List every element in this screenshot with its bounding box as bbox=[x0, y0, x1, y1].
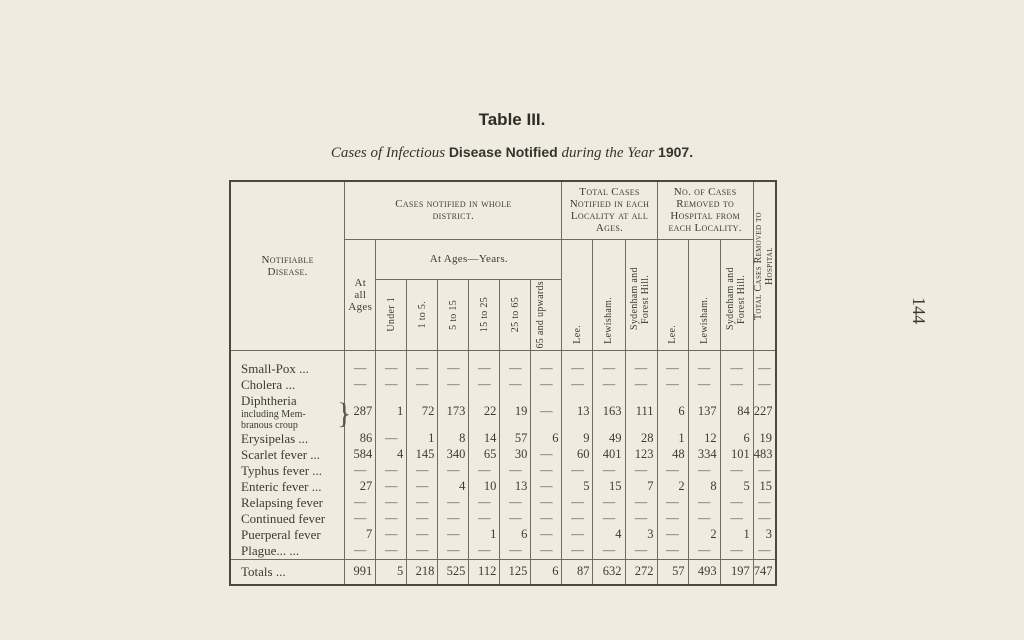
table-cell: — bbox=[593, 511, 625, 527]
table-cell: — bbox=[720, 463, 753, 479]
header-total-removed: Total Cases Removed to Hospital bbox=[753, 181, 776, 350]
header-at-ages-years: At Ages—Years. bbox=[376, 239, 562, 279]
table-title: Table III. bbox=[478, 110, 546, 129]
table-cell: 28 bbox=[625, 431, 657, 447]
disease-name: Plague... ... bbox=[241, 542, 300, 558]
table-cell: 1 bbox=[469, 527, 500, 543]
totals-cell: 493 bbox=[688, 559, 720, 585]
table-cell: 48 bbox=[657, 447, 688, 463]
table-cell: — bbox=[593, 377, 625, 393]
totals-cell: 125 bbox=[500, 559, 531, 585]
brace-icon: } bbox=[337, 396, 352, 430]
table-cell: 401 bbox=[593, 447, 625, 463]
table-cell: — bbox=[500, 463, 531, 479]
table-cell: 7 bbox=[345, 527, 376, 543]
table-cell: — bbox=[657, 377, 688, 393]
table-cell: — bbox=[376, 463, 407, 479]
table-cell: — bbox=[438, 377, 469, 393]
table-cell: — bbox=[720, 543, 753, 560]
table-cell: — bbox=[688, 463, 720, 479]
totals-cell: 525 bbox=[438, 559, 469, 585]
table-cell: — bbox=[688, 350, 720, 377]
table-row bbox=[230, 527, 776, 543]
table-cell: — bbox=[376, 511, 407, 527]
table-cell: 14 bbox=[469, 431, 500, 447]
table-cell: 9 bbox=[562, 431, 593, 447]
table-cell: — bbox=[500, 350, 531, 377]
table-cell: — bbox=[345, 463, 376, 479]
table-cell: 1 bbox=[657, 431, 688, 447]
table-row bbox=[230, 377, 776, 393]
table-cell: 227 bbox=[753, 393, 776, 431]
table-cell: 84 bbox=[720, 393, 753, 431]
header-disease: Notifiable Disease. bbox=[230, 181, 345, 350]
table-cell: — bbox=[438, 511, 469, 527]
table-cell: — bbox=[407, 543, 438, 560]
table-cell: 15 bbox=[753, 479, 776, 495]
header-age-25-65: 25 to 65 bbox=[500, 279, 531, 350]
table-cell: — bbox=[407, 527, 438, 543]
table-cell: — bbox=[562, 511, 593, 527]
table-cell: — bbox=[625, 463, 657, 479]
totals-cell: 747 bbox=[753, 559, 776, 585]
table-cell: — bbox=[376, 431, 407, 447]
table-cell: 6 bbox=[657, 393, 688, 431]
totals-cell: 57 bbox=[657, 559, 688, 585]
table-cell: — bbox=[753, 377, 776, 393]
table-cell: — bbox=[688, 495, 720, 511]
table-cell: — bbox=[500, 511, 531, 527]
table-cell: — bbox=[407, 511, 438, 527]
disease-name: Small-Pox ... bbox=[241, 360, 309, 376]
table-body bbox=[230, 350, 776, 585]
subtitle-part3: during the Year bbox=[561, 145, 655, 161]
table-cell: — bbox=[345, 377, 376, 393]
totals-cell: 112 bbox=[469, 559, 500, 585]
table-cell: — bbox=[407, 377, 438, 393]
table-cell: 340 bbox=[438, 447, 469, 463]
header-age-5-15: 5 to 15 bbox=[438, 279, 469, 350]
table-cell: 6 bbox=[500, 527, 531, 543]
table-cell: — bbox=[469, 511, 500, 527]
table-cell: — bbox=[500, 543, 531, 560]
totals-cell: 218 bbox=[407, 559, 438, 585]
table-cell: — bbox=[531, 447, 562, 463]
table-cell: — bbox=[376, 495, 407, 511]
table-cell: 49 bbox=[593, 431, 625, 447]
table-cell: — bbox=[376, 377, 407, 393]
disease-name: Erysipelas ... bbox=[241, 430, 309, 446]
table-cell: — bbox=[531, 543, 562, 560]
table-cell: 72 bbox=[407, 393, 438, 431]
table-cell: — bbox=[753, 511, 776, 527]
table-row bbox=[230, 495, 776, 511]
table-cell: — bbox=[562, 377, 593, 393]
table-cell: — bbox=[625, 377, 657, 393]
table-cell: — bbox=[720, 511, 753, 527]
disease-name: Typhus fever ... bbox=[241, 462, 323, 478]
table-cell: 8 bbox=[688, 479, 720, 495]
table-cell: 2 bbox=[657, 479, 688, 495]
disease-name: Scarlet fever ... bbox=[241, 446, 321, 462]
disease-name: Enteric fever ... bbox=[241, 478, 322, 494]
table-cell: — bbox=[562, 543, 593, 560]
table-row bbox=[230, 463, 776, 479]
table-cell: 483 bbox=[753, 447, 776, 463]
table-cell: — bbox=[407, 495, 438, 511]
table-cell: — bbox=[720, 377, 753, 393]
table-cell: — bbox=[345, 495, 376, 511]
table-row bbox=[230, 350, 776, 377]
table-cell: — bbox=[625, 511, 657, 527]
table-cell: 7 bbox=[625, 479, 657, 495]
table-cell: 19 bbox=[753, 431, 776, 447]
header-removed-locality: No. of Cases Removed to Hospital from each Locality. bbox=[657, 181, 753, 239]
table-cell: — bbox=[345, 350, 376, 377]
header-age-under-1: Under 1 bbox=[376, 279, 407, 350]
totals-cell: 197 bbox=[720, 559, 753, 585]
table-cell: — bbox=[438, 527, 469, 543]
table-cell: 111 bbox=[625, 393, 657, 431]
table-cell: — bbox=[657, 463, 688, 479]
table-cell: — bbox=[720, 495, 753, 511]
table-cell: 86 bbox=[345, 431, 376, 447]
table-row bbox=[230, 511, 776, 527]
table-row bbox=[230, 543, 776, 560]
table-cell: — bbox=[438, 350, 469, 377]
table-cell: — bbox=[376, 479, 407, 495]
table-row bbox=[230, 479, 776, 495]
table-cell: 2 bbox=[688, 527, 720, 543]
table-cell: — bbox=[345, 511, 376, 527]
table-cell: 4 bbox=[438, 479, 469, 495]
table-cell: — bbox=[438, 543, 469, 560]
table-cell: 13 bbox=[562, 393, 593, 431]
header-age-15-25: 15 to 25 bbox=[469, 279, 500, 350]
table-cell: 145 bbox=[407, 447, 438, 463]
table-cell: — bbox=[469, 495, 500, 511]
table-cell: — bbox=[531, 495, 562, 511]
table-cell: — bbox=[593, 463, 625, 479]
disease-name: Diphtheria including Mem- branous croup } bbox=[241, 392, 352, 431]
header-notified-lee: Lee. bbox=[562, 239, 593, 350]
disease-table bbox=[229, 180, 777, 586]
table-subtitle bbox=[0, 144, 1024, 162]
totals-cell: 5 bbox=[376, 559, 407, 585]
table-cell: 6 bbox=[720, 431, 753, 447]
table-cell: 4 bbox=[593, 527, 625, 543]
table-cell: — bbox=[625, 543, 657, 560]
table-cell: 22 bbox=[469, 393, 500, 431]
subtitle-part2: Disease Notified bbox=[448, 144, 558, 160]
table-cell: 163 bbox=[593, 393, 625, 431]
table-cell: — bbox=[531, 463, 562, 479]
totals-cell: 632 bbox=[593, 559, 625, 585]
table-cell: — bbox=[657, 495, 688, 511]
table-cell: — bbox=[376, 350, 407, 377]
table-cell: — bbox=[688, 511, 720, 527]
totals-cell: 87 bbox=[562, 559, 593, 585]
table-cell: 5 bbox=[720, 479, 753, 495]
table-cell: 1 bbox=[376, 393, 407, 431]
table-cell: 3 bbox=[625, 527, 657, 543]
totals-cell: 6 bbox=[531, 559, 562, 585]
table-row bbox=[230, 447, 776, 463]
table-cell: — bbox=[407, 463, 438, 479]
table-cell: — bbox=[657, 527, 688, 543]
table-cell: 287 bbox=[345, 393, 376, 431]
disease-name: Relapsing fever bbox=[241, 494, 323, 510]
table-cell: 137 bbox=[688, 393, 720, 431]
table-cell: — bbox=[376, 527, 407, 543]
table-cell: — bbox=[688, 543, 720, 560]
totals-row bbox=[230, 559, 776, 585]
table-cell: 173 bbox=[438, 393, 469, 431]
table-cell: 60 bbox=[562, 447, 593, 463]
table-cell: — bbox=[407, 350, 438, 377]
table-cell: 27 bbox=[345, 479, 376, 495]
header-notified-lewisham: Lewisham. bbox=[593, 239, 625, 350]
header-at-all-ages: At all Ages bbox=[345, 239, 376, 350]
table-cell: — bbox=[562, 495, 593, 511]
table-cell: 1 bbox=[407, 431, 438, 447]
table-cell: — bbox=[438, 463, 469, 479]
table-cell: — bbox=[345, 543, 376, 560]
table-cell: 6 bbox=[531, 431, 562, 447]
header-notified-sydenham: Sydenham and Forest Hill. bbox=[625, 239, 657, 350]
table-cell: 101 bbox=[720, 447, 753, 463]
table-cell: 4 bbox=[376, 447, 407, 463]
table-cell: — bbox=[531, 527, 562, 543]
table-cell: — bbox=[531, 479, 562, 495]
table-cell: — bbox=[625, 350, 657, 377]
table-cell: — bbox=[562, 350, 593, 377]
table-cell: — bbox=[753, 495, 776, 511]
table-cell: — bbox=[438, 495, 469, 511]
subtitle-part1: Cases of Infectious bbox=[330, 145, 446, 161]
table-cell: 12 bbox=[688, 431, 720, 447]
header-age-65-up: 65 and upwards bbox=[531, 279, 562, 350]
table-cell: — bbox=[720, 350, 753, 377]
table-cell: 123 bbox=[625, 447, 657, 463]
table-cell: — bbox=[593, 350, 625, 377]
table-cell: — bbox=[562, 463, 593, 479]
table-cell: — bbox=[753, 350, 776, 377]
table-cell: 334 bbox=[688, 447, 720, 463]
header-removed-sydenham: Sydenham and Forest Hill. bbox=[720, 239, 753, 350]
table-cell: 1 bbox=[720, 527, 753, 543]
table-cell: — bbox=[407, 479, 438, 495]
table-cell: — bbox=[469, 377, 500, 393]
table-cell: 10 bbox=[469, 479, 500, 495]
table-cell: — bbox=[469, 543, 500, 560]
table-cell: — bbox=[753, 543, 776, 560]
table-cell: — bbox=[657, 511, 688, 527]
table-cell: — bbox=[657, 350, 688, 377]
table-cell: — bbox=[531, 350, 562, 377]
table-cell: — bbox=[469, 350, 500, 377]
table-cell: — bbox=[376, 543, 407, 560]
header-removed-lee: Lee. bbox=[657, 239, 688, 350]
header-removed-lewisham: Lewisham. bbox=[688, 239, 720, 350]
table-cell: 5 bbox=[562, 479, 593, 495]
table-cell: — bbox=[625, 495, 657, 511]
header-total-locality: Total Cases Notified in each Locality at all Ages. bbox=[562, 181, 657, 239]
disease-name: Cholera ... bbox=[241, 376, 296, 392]
table-cell: — bbox=[593, 543, 625, 560]
totals-label: Totals ... bbox=[230, 559, 345, 585]
table-row bbox=[230, 431, 776, 447]
table-cell: 65 bbox=[469, 447, 500, 463]
table-cell: — bbox=[531, 511, 562, 527]
table-cell: — bbox=[469, 463, 500, 479]
table-cell: — bbox=[531, 377, 562, 393]
totals-cell: 272 bbox=[625, 559, 657, 585]
header-cases-whole: Cases notified in whole district. bbox=[345, 181, 562, 239]
table-cell: — bbox=[531, 393, 562, 431]
disease-name: Continued fever bbox=[241, 510, 326, 526]
table-cell: 584 bbox=[345, 447, 376, 463]
table-cell: — bbox=[593, 495, 625, 511]
table-cell: 30 bbox=[500, 447, 531, 463]
table-cell: 13 bbox=[500, 479, 531, 495]
table-cell: — bbox=[688, 377, 720, 393]
table-cell: 3 bbox=[753, 527, 776, 543]
table-cell: — bbox=[562, 527, 593, 543]
table-row bbox=[230, 393, 776, 431]
table-cell: — bbox=[500, 377, 531, 393]
table-cell: 8 bbox=[438, 431, 469, 447]
totals-cell: 991 bbox=[345, 559, 376, 585]
subtitle-part4: 1907. bbox=[658, 144, 694, 160]
page-number: 144 bbox=[909, 297, 929, 324]
disease-name: Puerperal fever bbox=[241, 526, 321, 542]
table-cell: 15 bbox=[593, 479, 625, 495]
header-age-1-5: 1 to 5. bbox=[407, 279, 438, 350]
table-cell: — bbox=[753, 463, 776, 479]
table-cell: — bbox=[657, 543, 688, 560]
table-cell: 57 bbox=[500, 431, 531, 447]
table-cell: 19 bbox=[500, 393, 531, 431]
table-cell: — bbox=[500, 495, 531, 511]
